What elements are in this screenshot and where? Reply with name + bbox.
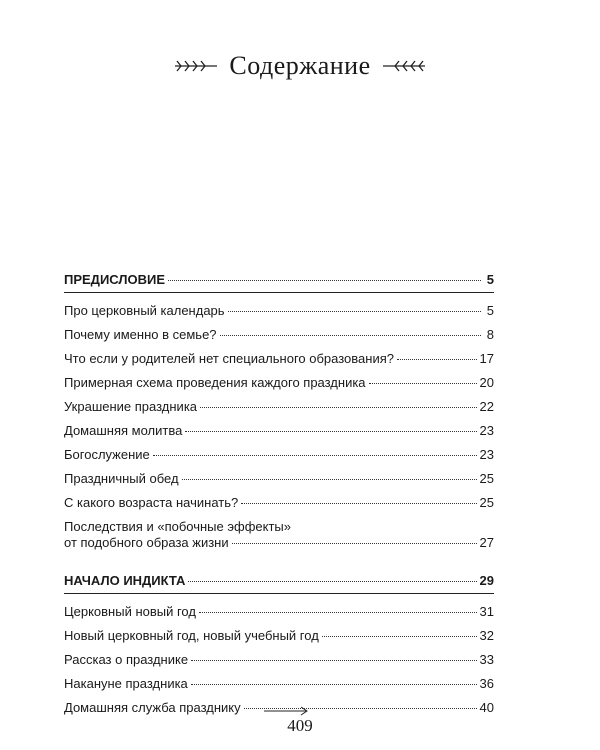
toc-entry-label: Домашняя молитва [64, 423, 183, 438]
leader-dots [200, 407, 477, 408]
toc-entry[interactable] [64, 375, 494, 391]
toc-entry[interactable] [64, 351, 494, 367]
toc-entry[interactable] [64, 676, 494, 692]
toc-entry[interactable] [64, 495, 494, 511]
toc-page-number: 31 [479, 604, 494, 619]
leader-dots [241, 503, 476, 504]
toc-entry-label-continued: от подобного образа жизни [64, 535, 229, 550]
leader-dots [228, 311, 481, 312]
toc-entry[interactable] [64, 303, 494, 319]
leader-dots [220, 335, 481, 336]
toc-page-number: 33 [479, 652, 494, 667]
toc-entry-label: Богослужение [64, 447, 150, 462]
toc-page-number: 17 [479, 351, 494, 366]
toc-page-number: 25 [479, 471, 494, 486]
page-number: 409 [287, 716, 313, 735]
toc-entry[interactable] [64, 604, 494, 620]
toc-entry[interactable] [64, 652, 494, 668]
toc-entry-label: Праздничный обед [64, 471, 179, 486]
toc-entry[interactable] [64, 471, 494, 487]
toc-entry-label: Про церковный календарь [64, 303, 225, 318]
toc-page-number: 27 [479, 535, 494, 550]
toc-page-number: 23 [479, 447, 494, 462]
leader-dots [191, 684, 477, 685]
toc-page-number: 22 [479, 399, 494, 414]
toc-page-number: 36 [479, 676, 494, 691]
toc-entry-label: Рассказ о празднике [64, 652, 189, 667]
toc-entry-label: Последствия и «побочные эффекты» [64, 519, 291, 534]
toc-section-label: ПРЕДИСЛОВИЕ [64, 272, 165, 287]
toc-page-number: 23 [479, 423, 494, 438]
toc-page-number: 20 [479, 375, 494, 390]
toc-page-number: 8 [486, 327, 494, 342]
toc-entry-label: Накануне праздника [64, 676, 188, 691]
toc-page-number: 25 [479, 495, 494, 510]
section-divider [64, 292, 494, 293]
sprig-left-icon [173, 58, 219, 74]
toc-entry[interactable] [64, 423, 494, 439]
leader-dots [232, 543, 477, 544]
toc-section-heading[interactable] [64, 272, 494, 288]
arrow-right-icon [262, 706, 310, 716]
leader-dots [199, 612, 477, 613]
toc-entry-label: Украшение праздника [64, 399, 198, 414]
leader-dots [369, 383, 477, 384]
toc-section-label: НАЧАЛО ИНДИКТА [64, 573, 186, 588]
toc-entry-label: С какого возраста начинать? [64, 495, 239, 510]
toc-entry[interactable] [64, 327, 494, 343]
toc-entry-label: Почему именно в семье? [64, 327, 217, 342]
toc-entry-multiline[interactable] [64, 519, 494, 551]
sprig-right-icon [381, 58, 427, 74]
toc-section-heading[interactable] [64, 573, 494, 589]
toc-entry[interactable] [64, 447, 494, 463]
table-of-contents [64, 272, 494, 724]
toc-entry-label: Церковный новый год [64, 604, 196, 619]
toc-page-number: 32 [479, 628, 494, 643]
leader-dots [397, 359, 477, 360]
leader-dots [182, 479, 477, 480]
toc-entry-label: Новый церковный год, новый учебный год [64, 628, 319, 643]
leader-dots [168, 280, 481, 281]
page-header [0, 46, 600, 86]
leader-dots [322, 636, 477, 637]
leader-dots [188, 581, 476, 582]
leader-dots [153, 455, 477, 456]
toc-page-number: 40 [479, 700, 494, 715]
toc-page-number: 5 [486, 272, 494, 287]
page-title: Содержание [229, 51, 371, 80]
toc-page-number: 5 [486, 303, 494, 318]
toc-entry[interactable] [64, 399, 494, 415]
toc-entry-label: Домашняя служба празднику [64, 700, 241, 715]
toc-entry-label: Что если у родителей нет специального образования? [64, 351, 394, 366]
leader-dots [191, 660, 476, 661]
section-divider [64, 593, 494, 594]
toc-entry[interactable] [64, 628, 494, 644]
leader-dots [185, 431, 476, 432]
toc-page-number: 29 [479, 573, 494, 588]
toc-entry-label: Примерная схема проведения каждого праздника [64, 375, 366, 390]
